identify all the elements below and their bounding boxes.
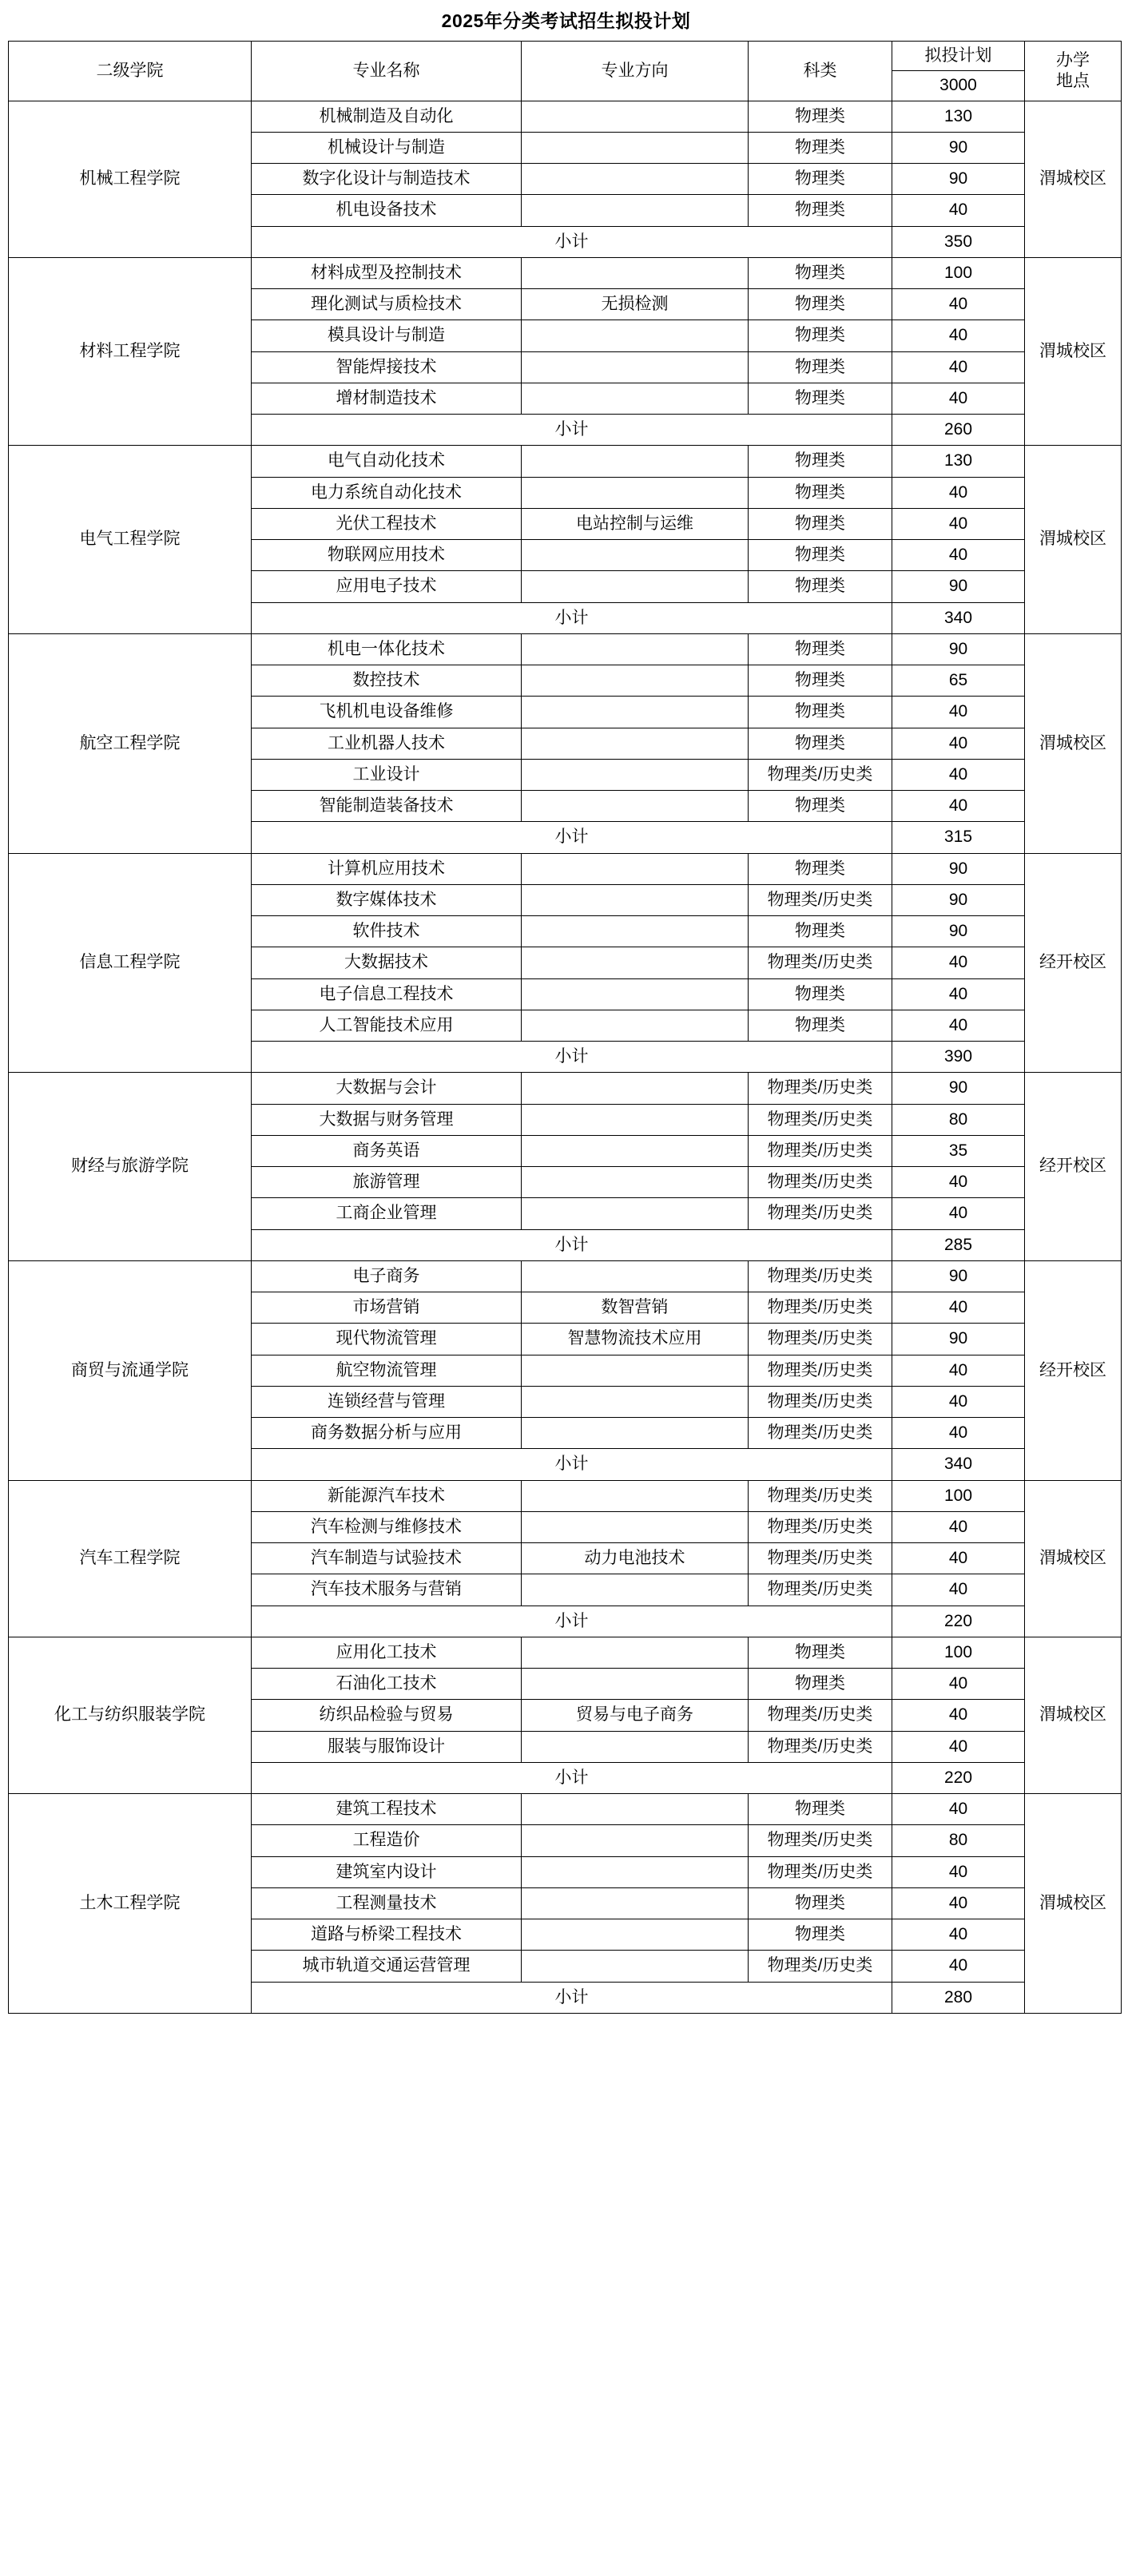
quota-cell: 40: [892, 1951, 1025, 1982]
direction-cell: [522, 853, 749, 884]
subtotal-label: 小计: [252, 1982, 892, 2013]
quota-cell: 40: [892, 508, 1025, 539]
quota-cell: 40: [892, 540, 1025, 571]
direction-cell: [522, 1010, 749, 1041]
major-cell: 市场营销: [252, 1292, 522, 1324]
subtotal-value: 340: [892, 602, 1025, 633]
college-cell: 机械工程学院: [9, 101, 252, 257]
subject-cell: 物理类/历史类: [749, 1198, 892, 1229]
quota-cell: 80: [892, 1825, 1025, 1856]
table-row: [9, 446, 1122, 477]
major-cell: 商务英语: [252, 1135, 522, 1166]
header-campus-line1: 办学: [1056, 50, 1090, 69]
subtotal-label: 小计: [252, 415, 892, 446]
campus-cell: 渭城校区: [1025, 446, 1122, 634]
direction-cell: [522, 257, 749, 288]
major-cell: 物联网应用技术: [252, 540, 522, 571]
subject-cell: 物理类/历史类: [749, 1856, 892, 1887]
major-cell: 建筑工程技术: [252, 1794, 522, 1825]
major-cell: 工业机器人技术: [252, 728, 522, 759]
direction-cell: 贸易与电子商务: [522, 1700, 749, 1731]
direction-cell: [522, 1418, 749, 1449]
college-cell: 汽车工程学院: [9, 1480, 252, 1637]
direction-cell: 数智营销: [522, 1292, 749, 1324]
direction-cell: 动力电池技术: [522, 1543, 749, 1574]
subject-cell: 物理类: [749, 540, 892, 571]
quota-cell: 65: [892, 665, 1025, 697]
major-cell: 智能焊接技术: [252, 351, 522, 383]
direction-cell: [522, 320, 749, 351]
header-college: 二级学院: [9, 42, 252, 101]
major-cell: 大数据与会计: [252, 1073, 522, 1104]
table-row: [9, 853, 1122, 884]
subject-cell: 物理类: [749, 101, 892, 132]
quota-cell: 40: [892, 1355, 1025, 1386]
quota-cell: 40: [892, 195, 1025, 226]
subject-cell: 物理类/历史类: [749, 1104, 892, 1135]
subject-cell: 物理类: [749, 633, 892, 665]
major-cell: 工程造价: [252, 1825, 522, 1856]
college-cell: 商贸与流通学院: [9, 1260, 252, 1480]
subject-cell: 物理类: [749, 257, 892, 288]
subtotal-label: 小计: [252, 1449, 892, 1480]
quota-cell: 40: [892, 1010, 1025, 1041]
major-cell: 电力系统自动化技术: [252, 477, 522, 508]
major-cell: 大数据技术: [252, 947, 522, 978]
quota-cell: 40: [892, 1856, 1025, 1887]
major-cell: 软件技术: [252, 916, 522, 947]
quota-cell: 90: [892, 916, 1025, 947]
table-body: [9, 101, 1122, 2013]
subject-cell: 物理类/历史类: [749, 1543, 892, 1574]
quota-cell: 40: [892, 1167, 1025, 1198]
subject-cell: 物理类/历史类: [749, 1951, 892, 1982]
major-cell: 旅游管理: [252, 1167, 522, 1198]
direction-cell: [522, 947, 749, 978]
direction-cell: [522, 1794, 749, 1825]
subject-cell: 物理类: [749, 571, 892, 602]
major-cell: 工程测量技术: [252, 1887, 522, 1919]
campus-cell: 渭城校区: [1025, 257, 1122, 446]
header-quota-label: 拟投计划: [892, 42, 1024, 71]
direction-cell: [522, 351, 749, 383]
subject-cell: 物理类: [749, 1669, 892, 1700]
subtotal-value: 340: [892, 1449, 1025, 1480]
table-row: [9, 1480, 1122, 1511]
direction-cell: [522, 571, 749, 602]
subject-cell: 物理类/历史类: [749, 1418, 892, 1449]
direction-cell: [522, 1511, 749, 1542]
quota-cell: 90: [892, 1073, 1025, 1104]
college-cell: 航空工程学院: [9, 633, 252, 853]
major-cell: 电子信息工程技术: [252, 978, 522, 1010]
subject-cell: 物理类/历史类: [749, 1167, 892, 1198]
quota-cell: 40: [892, 947, 1025, 978]
direction-cell: [522, 132, 749, 163]
quota-cell: 100: [892, 257, 1025, 288]
campus-cell: 经开校区: [1025, 853, 1122, 1073]
table-row: [9, 1637, 1122, 1668]
major-cell: 现代物流管理: [252, 1324, 522, 1355]
quota-cell: 40: [892, 1700, 1025, 1731]
major-cell: 电子商务: [252, 1260, 522, 1292]
direction-cell: [522, 477, 749, 508]
header-quota-total: 3000: [939, 76, 977, 95]
quota-cell: 100: [892, 1480, 1025, 1511]
major-cell: 应用化工技术: [252, 1637, 522, 1668]
quota-cell: 90: [892, 633, 1025, 665]
major-cell: 工业设计: [252, 759, 522, 790]
direction-cell: [522, 1574, 749, 1606]
subtotal-value: 285: [892, 1229, 1025, 1260]
subject-cell: 物理类: [749, 351, 892, 383]
quota-cell: 40: [892, 320, 1025, 351]
direction-cell: [522, 1198, 749, 1229]
major-cell: 增材制造技术: [252, 383, 522, 414]
subtotal-value: 260: [892, 415, 1025, 446]
direction-cell: [522, 1135, 749, 1166]
direction-cell: [522, 164, 749, 195]
subject-cell: 物理类: [749, 791, 892, 822]
major-cell: 纺织品检验与贸易: [252, 1700, 522, 1731]
major-cell: 数控技术: [252, 665, 522, 697]
quota-cell: 40: [892, 1292, 1025, 1324]
major-cell: 建筑室内设计: [252, 1856, 522, 1887]
subject-cell: 物理类: [749, 320, 892, 351]
subject-cell: 物理类/历史类: [749, 1574, 892, 1606]
subject-cell: 物理类: [749, 195, 892, 226]
enrollment-plan-table: [8, 41, 1122, 2014]
major-cell: 汽车制造与试验技术: [252, 1543, 522, 1574]
direction-cell: 智慧物流技术应用: [522, 1324, 749, 1355]
subject-cell: 物理类: [749, 132, 892, 163]
header-subject: 科类: [749, 42, 892, 101]
subject-cell: 物理类: [749, 1794, 892, 1825]
direction-cell: [522, 633, 749, 665]
quota-cell: 40: [892, 1198, 1025, 1229]
quota-cell: 40: [892, 1511, 1025, 1542]
college-cell: 财经与旅游学院: [9, 1073, 252, 1261]
direction-cell: [522, 1104, 749, 1135]
direction-cell: [522, 1073, 749, 1104]
major-cell: 数字化设计与制造技术: [252, 164, 522, 195]
quota-cell: 35: [892, 1135, 1025, 1166]
subtotal-label: 小计: [252, 1762, 892, 1793]
major-cell: 石油化工技术: [252, 1669, 522, 1700]
campus-cell: 渭城校区: [1025, 1637, 1122, 1793]
subject-cell: 物理类/历史类: [749, 1700, 892, 1731]
major-cell: 新能源汽车技术: [252, 1480, 522, 1511]
table-row: [9, 1073, 1122, 1104]
direction-cell: [522, 728, 749, 759]
direction-cell: [522, 383, 749, 414]
quota-cell: 40: [892, 759, 1025, 790]
direction-cell: 电站控制与运维: [522, 508, 749, 539]
major-cell: 服装与服饰设计: [252, 1731, 522, 1762]
major-cell: 城市轨道交通运营管理: [252, 1951, 522, 1982]
header-direction: 专业方向: [522, 42, 749, 101]
campus-cell: 渭城校区: [1025, 633, 1122, 853]
subject-cell: 物理类: [749, 1887, 892, 1919]
quota-cell: 90: [892, 853, 1025, 884]
direction-cell: [522, 1355, 749, 1386]
major-cell: 工商企业管理: [252, 1198, 522, 1229]
subject-cell: 物理类/历史类: [749, 1731, 892, 1762]
subject-cell: 物理类/历史类: [749, 1511, 892, 1542]
header-row: [9, 42, 1122, 101]
college-cell: 土木工程学院: [9, 1794, 252, 2014]
header-major: 专业名称: [252, 42, 522, 101]
quota-cell: 130: [892, 446, 1025, 477]
quota-cell: 90: [892, 571, 1025, 602]
subject-cell: 物理类/历史类: [749, 759, 892, 790]
quota-cell: 40: [892, 728, 1025, 759]
quota-cell: 40: [892, 383, 1025, 414]
subject-cell: 物理类/历史类: [749, 1260, 892, 1292]
table-row: [9, 257, 1122, 288]
header-campus-line2: 地点: [1056, 71, 1090, 90]
subtotal-label: 小计: [252, 1606, 892, 1637]
college-cell: 材料工程学院: [9, 257, 252, 446]
subject-cell: 物理类: [749, 289, 892, 320]
major-cell: 智能制造装备技术: [252, 791, 522, 822]
quota-cell: 90: [892, 164, 1025, 195]
direction-cell: [522, 916, 749, 947]
direction-cell: [522, 978, 749, 1010]
subject-cell: 物理类: [749, 383, 892, 414]
subject-cell: 物理类: [749, 916, 892, 947]
quota-cell: 90: [892, 884, 1025, 915]
subtotal-value: 220: [892, 1606, 1025, 1637]
subject-cell: 物理类: [749, 1010, 892, 1041]
direction-cell: [522, 101, 749, 132]
quota-cell: 40: [892, 1418, 1025, 1449]
subject-cell: 物理类: [749, 1919, 892, 1951]
subject-cell: 物理类/历史类: [749, 1135, 892, 1166]
quota-cell: 80: [892, 1104, 1025, 1135]
major-cell: 连锁经营与管理: [252, 1386, 522, 1417]
direction-cell: [522, 540, 749, 571]
subject-cell: 物理类: [749, 665, 892, 697]
quota-cell: 40: [892, 1543, 1025, 1574]
quota-cell: 40: [892, 1669, 1025, 1700]
direction-cell: [522, 759, 749, 790]
direction-cell: [522, 697, 749, 728]
subtotal-value: 390: [892, 1042, 1025, 1073]
direction-cell: [522, 446, 749, 477]
direction-cell: [522, 1825, 749, 1856]
subtotal-label: 小计: [252, 822, 892, 853]
major-cell: 飞机机电设备维修: [252, 697, 522, 728]
quota-cell: 40: [892, 289, 1025, 320]
subtotal-label: 小计: [252, 1229, 892, 1260]
major-cell: 汽车检测与维修技术: [252, 1511, 522, 1542]
subject-cell: 物理类/历史类: [749, 1292, 892, 1324]
quota-cell: 40: [892, 1919, 1025, 1951]
campus-cell: 渭城校区: [1025, 1480, 1122, 1637]
subject-cell: 物理类: [749, 978, 892, 1010]
direction-cell: [522, 1919, 749, 1951]
direction-cell: [522, 1386, 749, 1417]
major-cell: 光伏工程技术: [252, 508, 522, 539]
direction-cell: [522, 1731, 749, 1762]
quota-cell: 40: [892, 1794, 1025, 1825]
subject-cell: 物理类/历史类: [749, 1825, 892, 1856]
direction-cell: [522, 1669, 749, 1700]
direction-cell: [522, 884, 749, 915]
campus-cell: 经开校区: [1025, 1260, 1122, 1480]
quota-cell: 90: [892, 1260, 1025, 1292]
direction-cell: [522, 1856, 749, 1887]
major-cell: 机械设计与制造: [252, 132, 522, 163]
page-title: 2025年分类考试招生拟投计划: [441, 10, 691, 31]
table-row: [9, 1794, 1122, 1825]
quota-cell: 40: [892, 791, 1025, 822]
subject-cell: 物理类/历史类: [749, 1073, 892, 1104]
quota-cell: 130: [892, 101, 1025, 132]
direction-cell: [522, 1887, 749, 1919]
quota-cell: 40: [892, 697, 1025, 728]
subject-cell: 物理类: [749, 446, 892, 477]
subject-cell: 物理类/历史类: [749, 1386, 892, 1417]
campus-cell: 渭城校区: [1025, 101, 1122, 257]
college-cell: 信息工程学院: [9, 853, 252, 1073]
major-cell: 数字媒体技术: [252, 884, 522, 915]
quota-cell: 40: [892, 978, 1025, 1010]
major-cell: 机电设备技术: [252, 195, 522, 226]
table-header: [9, 42, 1122, 101]
direction-cell: [522, 791, 749, 822]
subject-cell: 物理类: [749, 508, 892, 539]
campus-cell: 经开校区: [1025, 1073, 1122, 1261]
table-row: [9, 1260, 1122, 1292]
campus-cell: 渭城校区: [1025, 1794, 1122, 2014]
subject-cell: 物理类/历史类: [749, 1480, 892, 1511]
subject-cell: 物理类: [749, 853, 892, 884]
subject-cell: 物理类/历史类: [749, 1355, 892, 1386]
subject-cell: 物理类: [749, 697, 892, 728]
quota-cell: 40: [892, 1386, 1025, 1417]
subject-cell: 物理类: [749, 728, 892, 759]
major-cell: 理化测试与质检技术: [252, 289, 522, 320]
subtotal-label: 小计: [252, 1042, 892, 1073]
major-cell: 应用电子技术: [252, 571, 522, 602]
college-cell: 电气工程学院: [9, 446, 252, 634]
subject-cell: 物理类/历史类: [749, 1324, 892, 1355]
major-cell: 汽车技术服务与营销: [252, 1574, 522, 1606]
college-cell: 化工与纺织服装学院: [9, 1637, 252, 1793]
subject-cell: 物理类: [749, 164, 892, 195]
major-cell: 电气自动化技术: [252, 446, 522, 477]
direction-cell: [522, 665, 749, 697]
major-cell: 大数据与财务管理: [252, 1104, 522, 1135]
major-cell: 机械制造及自动化: [252, 101, 522, 132]
quota-cell: 40: [892, 1574, 1025, 1606]
major-cell: 道路与桥梁工程技术: [252, 1919, 522, 1951]
direction-cell: [522, 1260, 749, 1292]
subtotal-label: 小计: [252, 602, 892, 633]
subject-cell: 物理类/历史类: [749, 947, 892, 978]
header-quota: [892, 42, 1025, 101]
subtotal-label: 小计: [252, 226, 892, 257]
quota-cell: 40: [892, 1887, 1025, 1919]
subtotal-value: 350: [892, 226, 1025, 257]
subtotal-value: 280: [892, 1982, 1025, 2013]
quota-cell: 40: [892, 477, 1025, 508]
quota-cell: 40: [892, 1731, 1025, 1762]
major-cell: 机电一体化技术: [252, 633, 522, 665]
table-row: [9, 633, 1122, 665]
direction-cell: 无损检测: [522, 289, 749, 320]
quota-cell: 40: [892, 351, 1025, 383]
quota-cell: 90: [892, 1324, 1025, 1355]
major-cell: 人工智能技术应用: [252, 1010, 522, 1041]
subject-cell: 物理类/历史类: [749, 884, 892, 915]
major-cell: 模具设计与制造: [252, 320, 522, 351]
direction-cell: [522, 1480, 749, 1511]
header-campus: [1025, 42, 1122, 101]
direction-cell: [522, 1637, 749, 1668]
subtotal-value: 315: [892, 822, 1025, 853]
direction-cell: [522, 1951, 749, 1982]
quota-cell: 100: [892, 1637, 1025, 1668]
major-cell: 商务数据分析与应用: [252, 1418, 522, 1449]
subject-cell: 物理类: [749, 1637, 892, 1668]
subtotal-value: 220: [892, 1762, 1025, 1793]
major-cell: 航空物流管理: [252, 1355, 522, 1386]
subject-cell: 物理类: [749, 477, 892, 508]
table-row: [9, 101, 1122, 132]
major-cell: 材料成型及控制技术: [252, 257, 522, 288]
direction-cell: [522, 1167, 749, 1198]
direction-cell: [522, 195, 749, 226]
major-cell: 计算机应用技术: [252, 853, 522, 884]
quota-cell: 90: [892, 132, 1025, 163]
